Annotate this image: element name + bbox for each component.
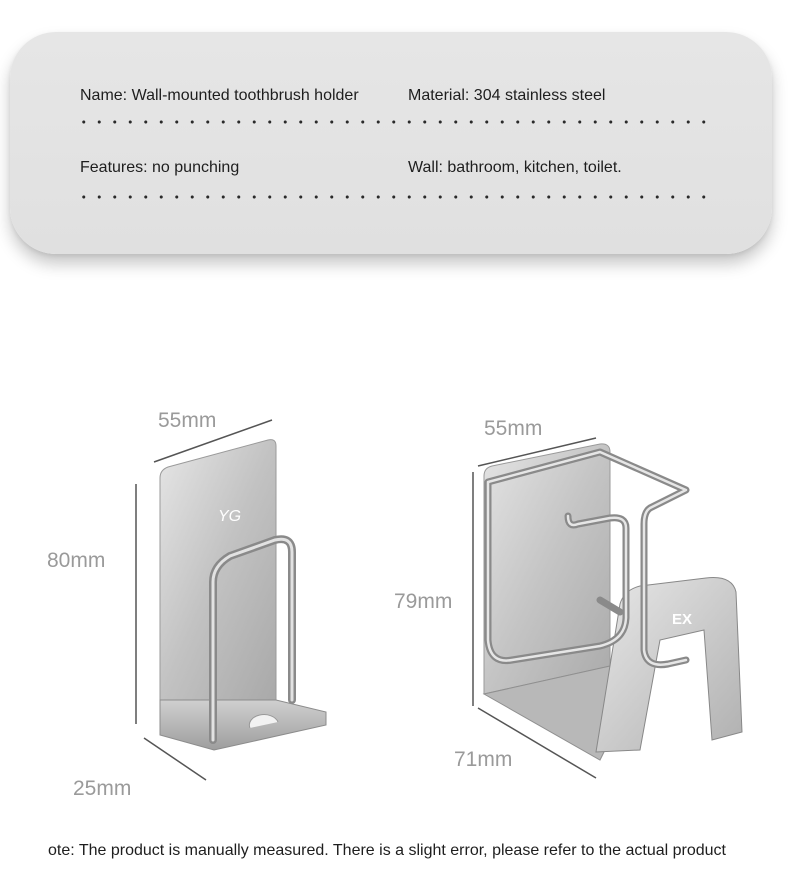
depth-label: 25mm — [73, 777, 132, 800]
spec-name: Name: Wall-mounted toothbrush holder — [80, 87, 359, 104]
spec-material: Material: 304 stainless steel — [408, 87, 606, 104]
height-label: 79mm — [394, 590, 453, 613]
width-label: 55mm — [484, 417, 543, 440]
toothbrush-holder-image-right — [465, 430, 755, 790]
measurement-note: ote: The product is manually measured. There is a slight error, please refer to the actual product — [48, 842, 726, 859]
base-plate — [160, 700, 326, 750]
spec-wall: Wall: bathroom, kitchen, toilet. — [408, 159, 622, 176]
brand-logo: YG — [218, 508, 242, 525]
depth-label: 71mm — [454, 748, 513, 771]
dotted-divider — [76, 195, 716, 199]
height-label: 80mm — [47, 549, 106, 572]
dotted-divider — [76, 120, 716, 124]
spec-card — [10, 32, 772, 254]
brand-logo: EX — [672, 611, 693, 628]
width-label: 55mm — [158, 409, 217, 432]
spec-features: Features: no punching — [80, 159, 240, 176]
toothbrush-holder-image-left — [130, 410, 330, 790]
